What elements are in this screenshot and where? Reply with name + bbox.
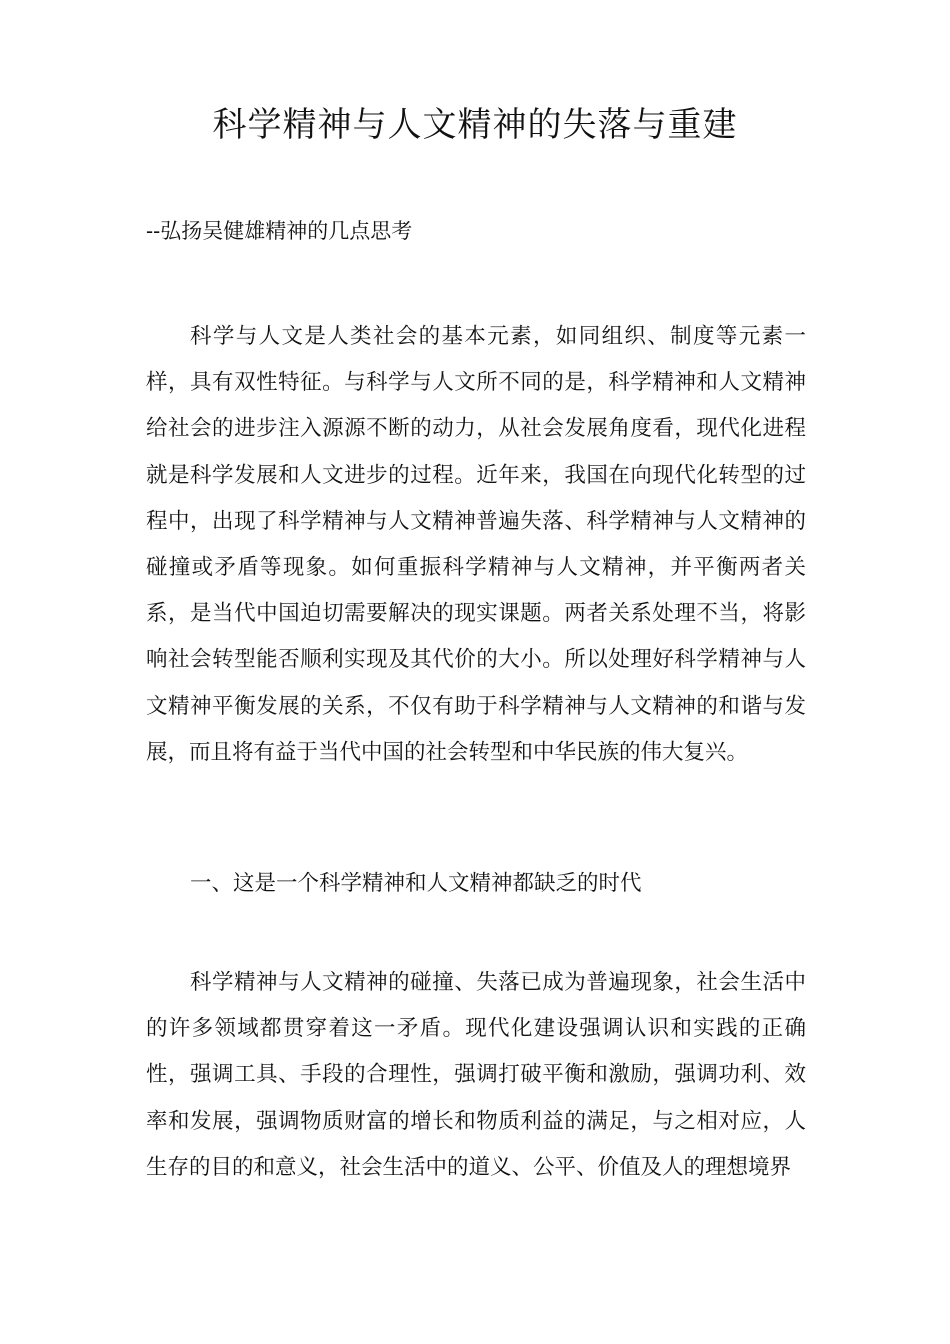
body-paragraph: 科学精神与人文精神的碰撞、失落已成为普遍现象，社会生活中的许多领域都贯穿着这一矛盾。现代化建设强调认识和实践的正确性，强调工具、手段的合理性，强调打破平衡和激励，强调功利、效率和发展，强调物质财富的增长和物质利益的满足，与之相对应，人生存的目的和意义，社会生活中的道义、公平、价值及人的理想境界 bbox=[146, 970, 806, 1180]
body-paragraph: 科学与人文是人类社会的基本元素，如同组织、制度等元素一样，具有双性特征。与科学与人文所不同的是，科学精神和人文精神给社会的进步注入源源不断的动力，从社会发展角度看，现代化进程就是科学发展和人文进步的过程。近年来，我国在向现代化转型的过程中，出现了科学精神与人文精神普遍失落、科学精神与人文精神的碰撞或矛盾等现象。如何重振科学精神与人文精神，并平衡两者关系，是当代中国迫切需要解决的现实课题。两者关系处理不当，将影响社会转型能否顺利实现及其代价的大小。所以处理好科学精神与人文精神平衡发展的关系，不仅有助于科学精神与人文精神的和谐与发展，而且将有益于当代中国的社会转型和中华民族的伟大复兴。 bbox=[146, 324, 806, 765]
document-title: 科学精神与人文精神的失落与重建 bbox=[212, 105, 738, 145]
section-heading: 一、这是一个科学精神和人文精神都缺乏的时代 bbox=[190, 871, 642, 896]
document-subtitle: --弘扬吴健雄精神的几点思考 bbox=[146, 219, 413, 243]
